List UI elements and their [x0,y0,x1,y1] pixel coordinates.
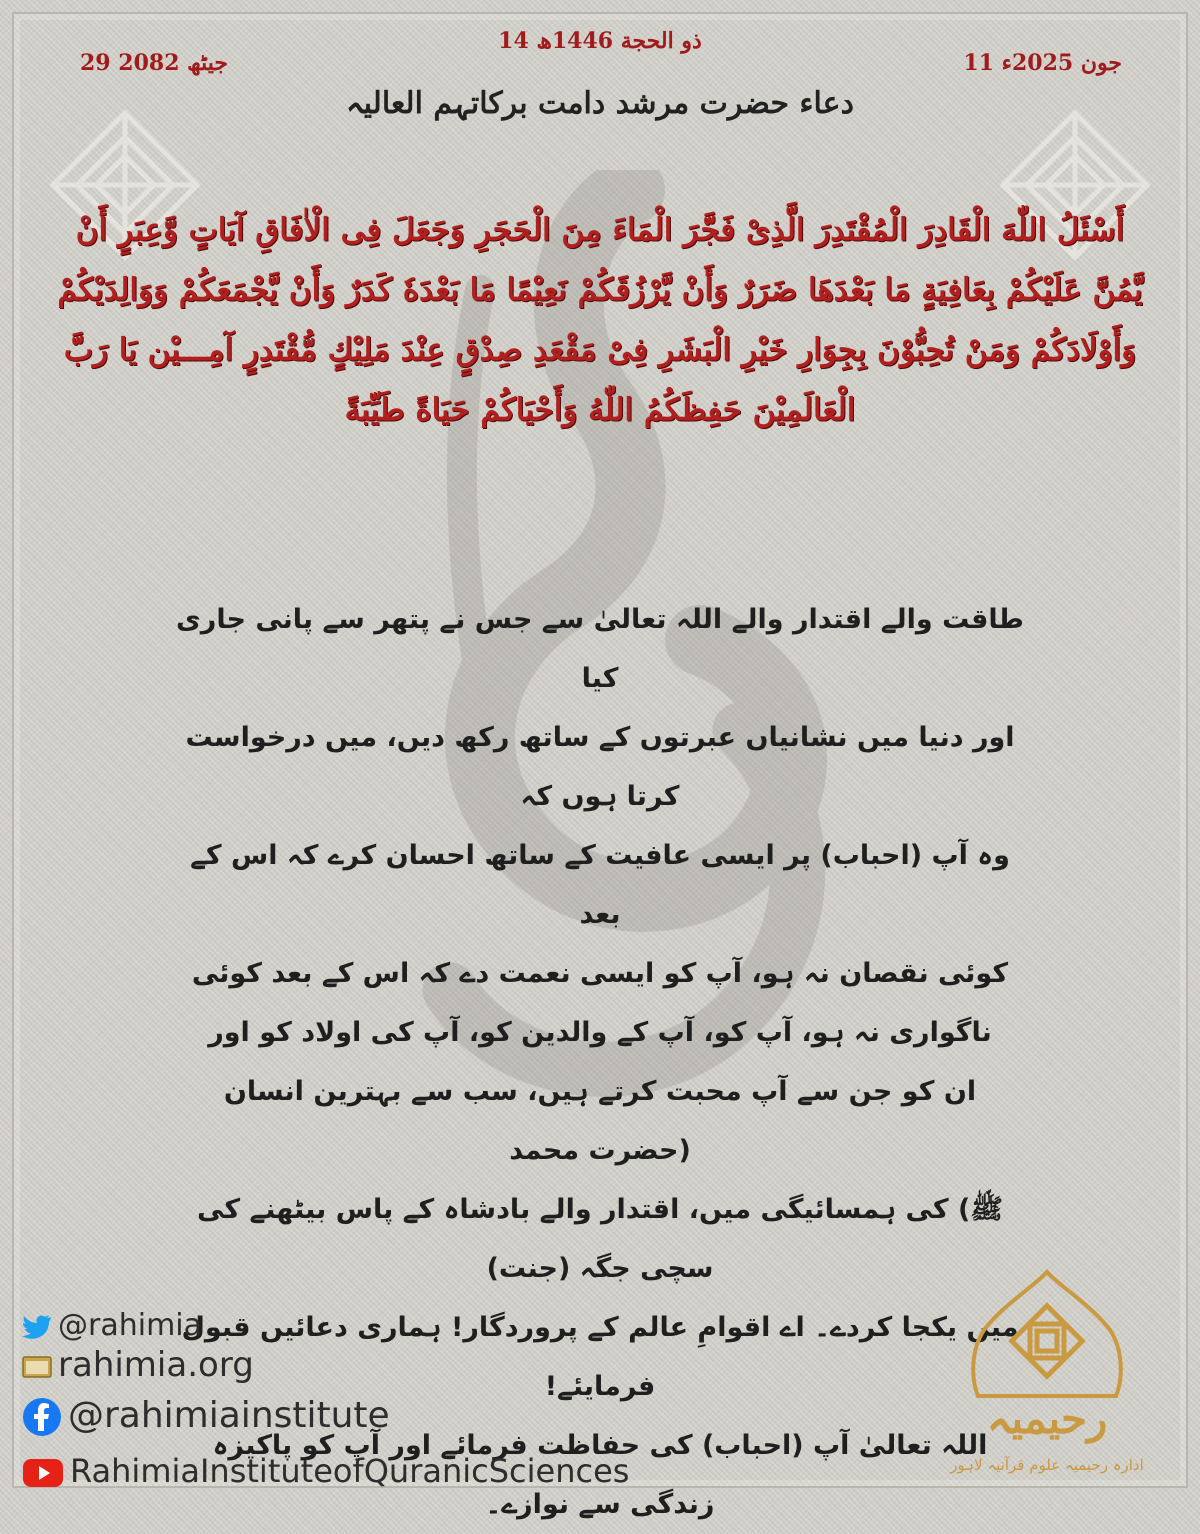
youtube-channel: RahimiaInstituteofQuranicSciences [70,1452,630,1490]
translation-line: وہ آپ (احباب) پر ایسی عافیت کے ساتھ احسان کرے کہ اس کے بعد [190,840,1010,930]
twitter-icon [22,1314,52,1340]
translation-line: ﷺ) کی ہمسائیگی میں، اقتدار والے بادشاہ کے پاس بیٹھنے کی سچی جگہ (جنت) [197,1194,1003,1284]
youtube-icon [22,1458,64,1488]
twitter-link[interactable] [22,1308,202,1343]
logo-name: رحیمیہ [986,1394,1108,1443]
translation-line: اللہ تعالیٰ آپ (احباب) کی حفاظت فرمائے اور آپ کو پاکیزہ زندگی سے نوازے۔ [212,1430,988,1520]
bikrami-date: 29 جیٹھ 2082 [80,50,228,76]
twitter-handle: @rahimia [58,1308,203,1343]
translation-line: کوئی نقصان نہ ہو، آپ کو ایسی نعمت دے کہ اس کے بعد کوئی [191,958,1009,989]
translation-line: میں یکجا کردے۔ اے اقوامِ عالم کے پروردگار! ہماری دعائیں قبول فرمایئے! [181,1312,1019,1402]
facebook-link[interactable] [22,1395,390,1437]
hijri-date: 14 ذو الحجة 1446ھ [498,28,702,54]
institute-logo [922,1268,1172,1490]
arabic-dua-text: أَسْئَلُ اللّٰهَ الْقَادِرَ الْمُقْتَدِرَ الَّذِیْ فَجَّرَ الْمَاءَ مِنَ الْحَجَرِ وَجَعَلَ فِی الْاٰفَاقِ آيَاتٍ وَّعِبَرٍ أَنْ يَّمُنَّ عَلَيْكُمْ بِعَافِيَةٍ مَا بَعْدَهَا ضَرَرٌ وَأَنْ يَّرْزُقَكُمْ نَعِيْمًا مَا بَعْدَهٗ كَدَرٌ وَأَنْ يَّجْمَعَكُمْ وَوَالِدَيْكُمْ وَأَوْلَادَكُمْ وَمَنْ تُحِبُّوْنَ بِجِوَارِ خَيْرِ الْبَشَرِ فِیْ مَقْعَدِ صِدْقٍ عِنْدَ مَلِيْكٍ مُّقْتَدِرٍ آمِـــيْن يَا رَبَّ الْعَالَمِيْنَ حَفِظَكُمُ اللّٰهُ وَأَحْيَاكُمْ حَيَاةً طَيِّبَةً [57,212,1143,428]
translation-line: طاقت والے اقتدار والے اللہ تعالیٰ سے جس نے پتھر سے پانی جاری کیا [176,604,1024,694]
facebook-icon [22,1397,62,1437]
gregorian-date: 11 جون 2025ء [963,50,1122,76]
website-link[interactable] [22,1345,254,1385]
youtube-link[interactable] [22,1452,629,1490]
website-url: rahimia.org [58,1345,254,1385]
urdu-translation [175,590,1025,1534]
logo-subtitle: ادارہ رحیمیہ علوم قرآنیہ لاہور [950,1456,1144,1474]
translation-line: اور دنیا میں نشانیاں عبرتوں کے ساتھ رکھ دیں، میں درخواست کرتا ہوں کہ [185,722,1015,812]
translation-line: ان کو جن سے آپ محبت کرتے ہیں، سب سے بہترین انسان (حضرت محمد [223,1076,977,1166]
web-icon [22,1355,52,1379]
facebook-handle: @rahimiainstitute [68,1395,390,1436]
translation-line: ناگواری نہ ہو، آپ کو، آپ کے والدین کو، آپ کی اولاد کو اور [208,1017,992,1048]
page-title: دعاء حضرت مرشد دامت برکاتہم العالیہ [346,86,854,121]
